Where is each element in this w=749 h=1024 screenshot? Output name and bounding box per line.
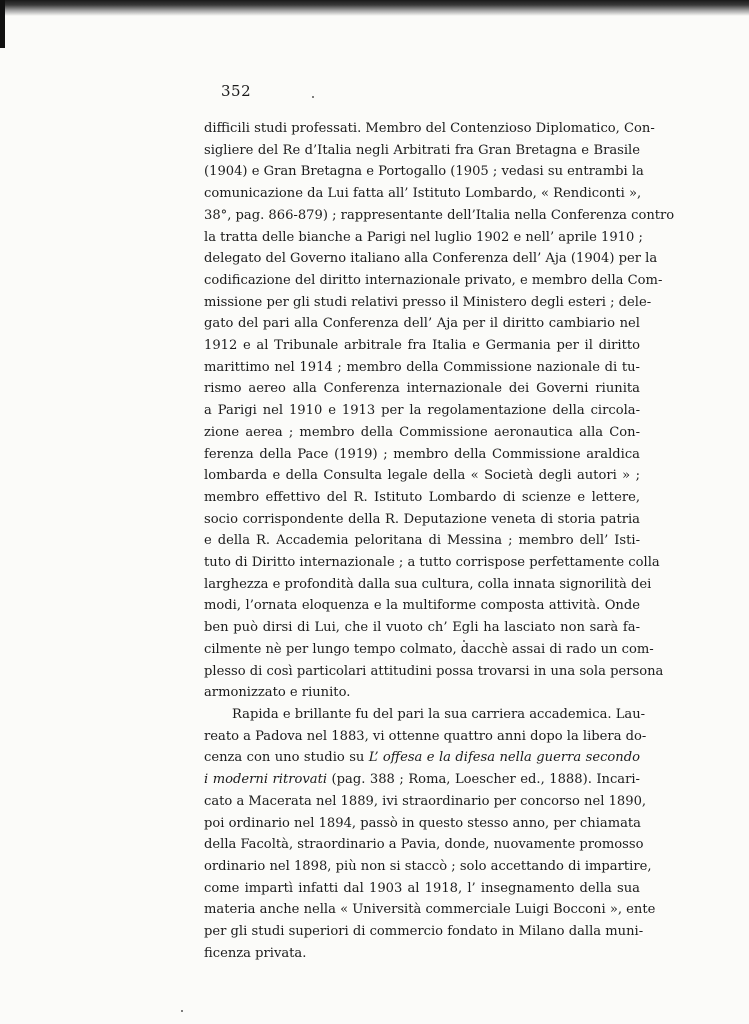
- page-number: 352: [221, 82, 252, 100]
- text-line: della Facoltà, straordinario a Pavia, donde, nuovamente promosso: [204, 837, 644, 853]
- text-line: membro effettivo del R. Istituto Lombardo di scienze e lettere,: [204, 489, 640, 505]
- scan-speck: [463, 640, 465, 642]
- text-line: armonizzato e riunito.: [204, 685, 351, 701]
- text-line: zione aerea ; membro della Commissione aeronautica alla Con-: [204, 424, 640, 440]
- text-line: ferenza della Pace (1919) ; membro della Commissione araldica: [204, 446, 640, 462]
- text-line: reato a Padova nel 1883, vi ottenne quattro anni dopo la libera do-: [204, 728, 647, 744]
- text-line: lombarda e della Consulta legale della « Società degli autori » ;: [204, 468, 640, 484]
- book-title-italic: i moderni ritrovati: [204, 772, 328, 788]
- paragraph-1: [204, 118, 675, 704]
- text-line: difficili studi professati. Membro del Contenzioso Diplomatico, Con-: [204, 121, 655, 136]
- text-line: poi ordinario nel 1894, passò in questo stesso anno, per chiamata: [204, 815, 641, 831]
- text-line: delegato del Governo italiano alla Conferenza dell’ Aja (1904) per la: [204, 251, 658, 267]
- text-line: 1912 e al Tribunale arbitrale fra Italia e Germania per il diritto: [204, 338, 640, 354]
- text-line: ficenza privata.: [204, 945, 307, 961]
- text-line: sigliere del Re d’Italia negli Arbitrati fra Gran Bretagna e Brasile: [204, 142, 640, 158]
- text-line: larghezza e profondità dalla sua cultura, colla innata signorilità dei: [204, 576, 652, 592]
- text-line: [204, 769, 640, 791]
- text-line: marittimo nel 1914 ; membro della Commissione nazionale di tu-: [204, 359, 640, 375]
- text-line: e della R. Accademia peloritana di Messina ; membro dell’ Isti-: [204, 533, 640, 549]
- text-line: plesso di così particolari attitudini possa trovarsi in una sola persona: [204, 663, 664, 679]
- text-line: codificazione del diritto internazionale privato, e membro della Com-: [204, 272, 663, 288]
- text-line: per gli studi superiori di commercio fondato in Milano dalla muni-: [204, 924, 644, 940]
- text-line: Rapida e brillante fu del pari la sua carriera accademica. Lau-: [232, 706, 646, 722]
- text-line: missione per gli studi relativi presso il Ministero degli esteri ; dele-: [204, 294, 652, 310]
- text-run: (pag. 388 ; Roma, Loescher ed., 1888). Incari-: [331, 772, 640, 788]
- text-line: [204, 747, 640, 769]
- text-line: cilmente nè per lungo tempo colmato, dacchè assai di rado un com-: [204, 641, 654, 657]
- text-line: ben può dirsi di Lui, che il vuoto ch’ Egli ha lasciato non sarà fa-: [204, 620, 640, 636]
- text-line: materia anche nella « Università commerciale Luigi Bocconi », ente: [204, 902, 656, 918]
- text-line: modi, l’ornata eloquenza e la multiforme composta attività. Onde: [204, 598, 640, 614]
- book-title-italic: L’ offesa e la difesa nella guerra secondo: [368, 750, 640, 766]
- text-line: (1904) e Gran Bretagna e Portogallo (1905 ; vedasi su entrambi la: [204, 164, 644, 180]
- text-line: rismo aereo alla Conferenza internazionale dei Governi riunita: [204, 381, 640, 397]
- text-line: comunicazione da Lui fatta all’ Istituto Lombardo, « Rendiconti »,: [204, 186, 642, 202]
- scan-top-edge: [0, 0, 749, 16]
- scan-speck: [312, 96, 314, 98]
- text-line: ordinario nel 1898, più non si staccò ; solo accettando di impartire,: [204, 858, 652, 874]
- scan-speck: [181, 1010, 183, 1012]
- text-line: socio corrispondente della R. Deputazione veneta di storia patria: [204, 511, 640, 527]
- text-line: tuto di Diritto internazionale ; a tutto corrispose perfettamente colla: [204, 555, 660, 571]
- text-line: come impartì infatti dal 1903 al 1918, l’ insegnamento della sua: [204, 880, 640, 896]
- text-line: 38°, pag. 866-879) ; rappresentante dell’Italia nella Conferenza contro: [204, 207, 675, 223]
- text-line: la tratta delle bianche a Parigi nel luglio 1902 e nell’ aprile 1910 ;: [204, 229, 643, 245]
- text-run: cenza con uno studio su: [204, 750, 365, 766]
- scan-left-edge: [0, 0, 5, 48]
- paragraph-2: [204, 704, 656, 964]
- text-line: cato a Macerata nel 1889, ivi straordinario per concorso nel 1890,: [204, 793, 647, 809]
- body-text: [204, 118, 675, 964]
- text-line: gato del pari alla Conferenza dell’ Aja per il diritto cambiario nel: [204, 316, 640, 332]
- text-line: a Parigi nel 1910 e 1913 per la regolamentazione della circola-: [204, 403, 640, 419]
